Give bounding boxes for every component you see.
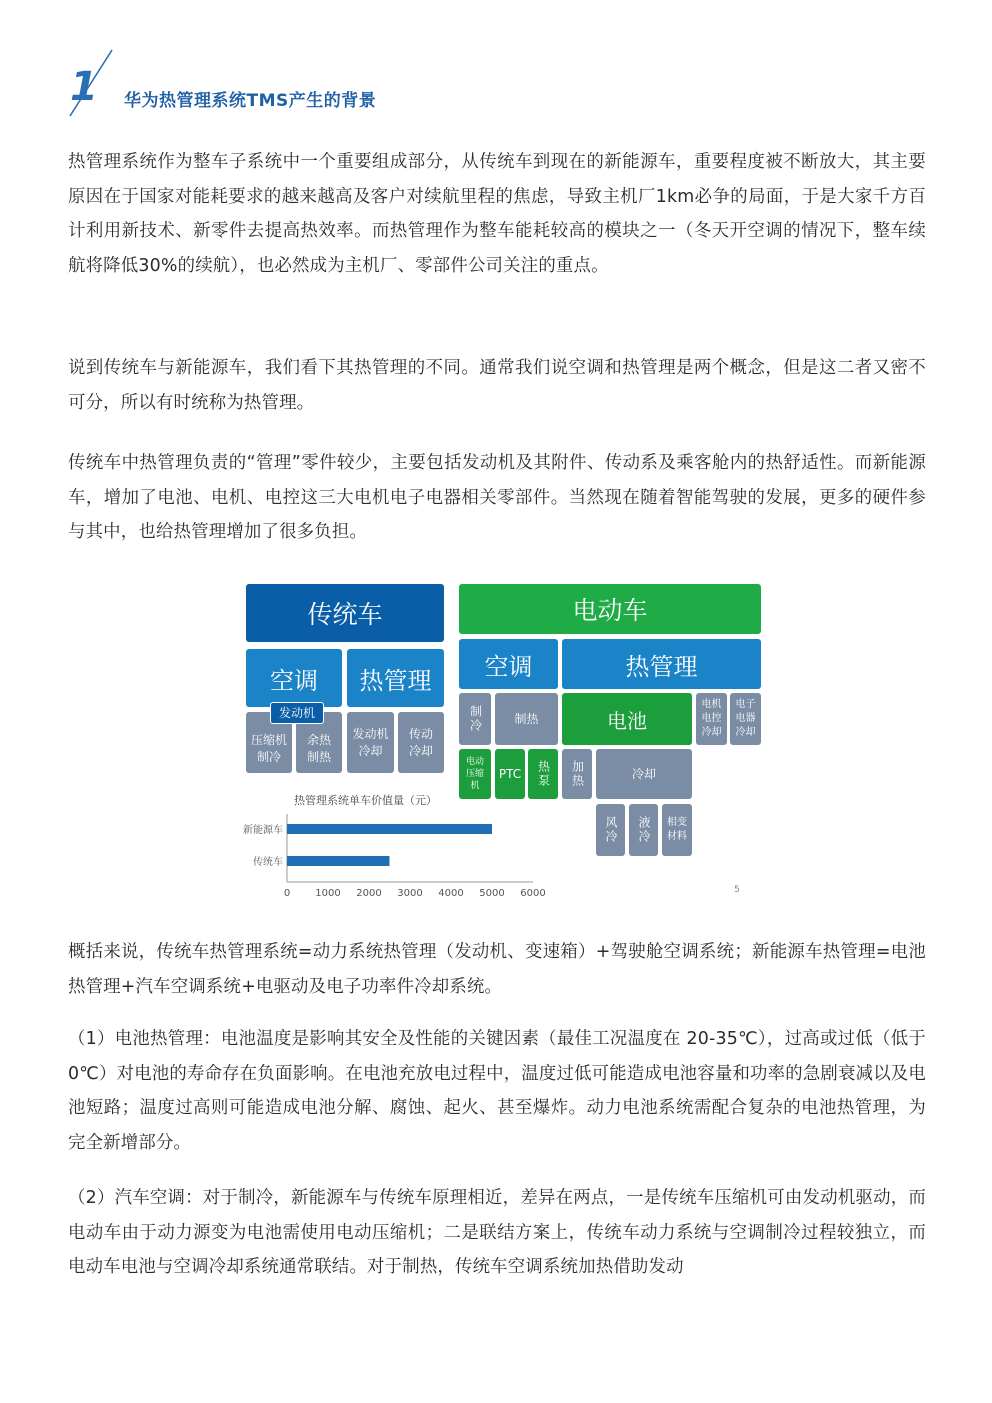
paragraph-3: 传统车中热管理负责的“管理”零件较少，主要包括发动机及其附件、传动系及乘客舱内的热舒适性。而新能源车，增加了电池、电机、电控这三大电机电子电器相关零部件。当然现在随着智能驾驶的发展，更多的硬件参与其中，也给热管理增加了很多负担。: [68, 453, 926, 542]
chart-tick-label: 1000: [315, 888, 341, 899]
section-title: 华为热管理系统TMS产生的背景: [124, 91, 377, 111]
chart-tick-label: 5000: [479, 888, 505, 899]
chart-tick-label: 3000: [397, 888, 423, 899]
chart-category-label: 传统车: [253, 857, 283, 868]
ev-heating-block: 制热: [495, 693, 558, 745]
chart-bar: [287, 856, 390, 866]
engine-tag: 发动机: [270, 702, 324, 724]
chart-title: 热管理系统单车价值量（元）: [294, 794, 437, 807]
traditional-thermal-block: 热管理: [347, 649, 444, 707]
battery-heating-block: 加热: [562, 749, 592, 799]
section-header: [62, 44, 462, 124]
chart-tick-label: 6000: [520, 888, 546, 899]
value-bar-chart: [240, 806, 570, 906]
section-number: 1: [70, 64, 98, 110]
trans-cooling-block: 传动 冷却: [398, 712, 444, 773]
electric-ac-block: 空调: [459, 639, 558, 689]
electric-thermal-block: 热管理: [562, 639, 761, 689]
traditional-ac-block: 空调: [246, 649, 342, 707]
chart-category-label: 新能源车: [243, 825, 283, 836]
motor-control-cooling-block: 电机 电控 冷却: [696, 693, 727, 745]
electronics-cooling-block: 电子 电器 冷却: [730, 693, 761, 745]
electric-car-block: 电动车: [459, 584, 761, 634]
paragraph-6: （2）汽车空调：对于制冷，新能源车与传统车原理相近，差异在两点，一是传统车压缩机可由发动机驱动，而电动车由于动力源变为电池需使用电动压缩机；二是联结方案上，传统车动力系统与空调制冷过程较独立，而电动车电池与空调冷却系统通常联结。对于制热，传统车空调系统加热借助发动: [68, 1188, 926, 1277]
waste-heat-block: 余热 制热: [296, 712, 342, 773]
liquid-cooling-block: 液冷: [629, 804, 658, 856]
engine-cooling-block: 发动机 冷却: [347, 712, 394, 773]
paragraph-1: 热管理系统作为整车子系统中一个重要组成部分，从传统车到现在的新能源车，重要程度被不断放大，其主要原因在于国家对能耗要求的越来越高及客户对续航里程的焦虑，导致主机厂1km必争的局面，于是大家千方百计利用新技术、新零件去提高热效率。而热管理作为整车能耗较高的模块之一（冬天开空调的情况下，整车续航将降低30%的续航），也必然成为主机厂、零部件公司关注的重点。: [68, 152, 926, 276]
ptc-block: PTC: [495, 749, 525, 799]
heat-pump-block: 热泵: [528, 749, 558, 799]
paragraph-5: （1）电池热管理：电池温度是影响其安全及性能的关键因素（最佳工况温度在 20-35℃），过高或过低（低于 0℃）对电池的寿命存在负面影响。在电池充放电过程中，温度过低可能造成电池容量和功率的急剧衰减以及电池短路；温度过高则可能造成电池分解、腐蚀、起火、甚至爆炸。动力电池系统需配合复杂的电池热管理，为完全新增部分。: [68, 1029, 926, 1153]
battery-block: 电池: [562, 693, 692, 745]
page-mark: 5: [734, 885, 740, 895]
battery-cooling-block: 冷却: [596, 749, 692, 799]
paragraph-2: 说到传统车与新能源车，我们看下其热管理的不同。通常我们说空调和热管理是两个概念，但是这二者又密不可分，所以有时统称为热管理。: [68, 358, 926, 413]
traditional-car-block: 传统车: [246, 584, 444, 642]
air-cooling-block: 风冷: [596, 804, 625, 856]
e-compressor-block: 电动 压缩 机: [459, 749, 491, 799]
compressor-cooling-block: 压缩机 制冷: [246, 712, 292, 773]
chart-bar: [287, 824, 492, 834]
chart-tick-label: 0: [283, 888, 291, 899]
ev-cooling-block: 制冷: [459, 693, 491, 745]
chart-tick-label: 2000: [356, 888, 382, 899]
phase-change-block: 相变 材料: [662, 804, 692, 856]
chart-tick-label: 4000: [438, 888, 464, 899]
paragraph-4: 概括来说，传统车热管理系统=动力系统热管理（发动机、变速箱）+驾驶舱空调系统；新能源车热管理=电池热管理+汽车空调系统+电驱动及电子功率件冷却系统。: [68, 942, 926, 997]
vehicle-thermal-diagram: [240, 578, 770, 908]
